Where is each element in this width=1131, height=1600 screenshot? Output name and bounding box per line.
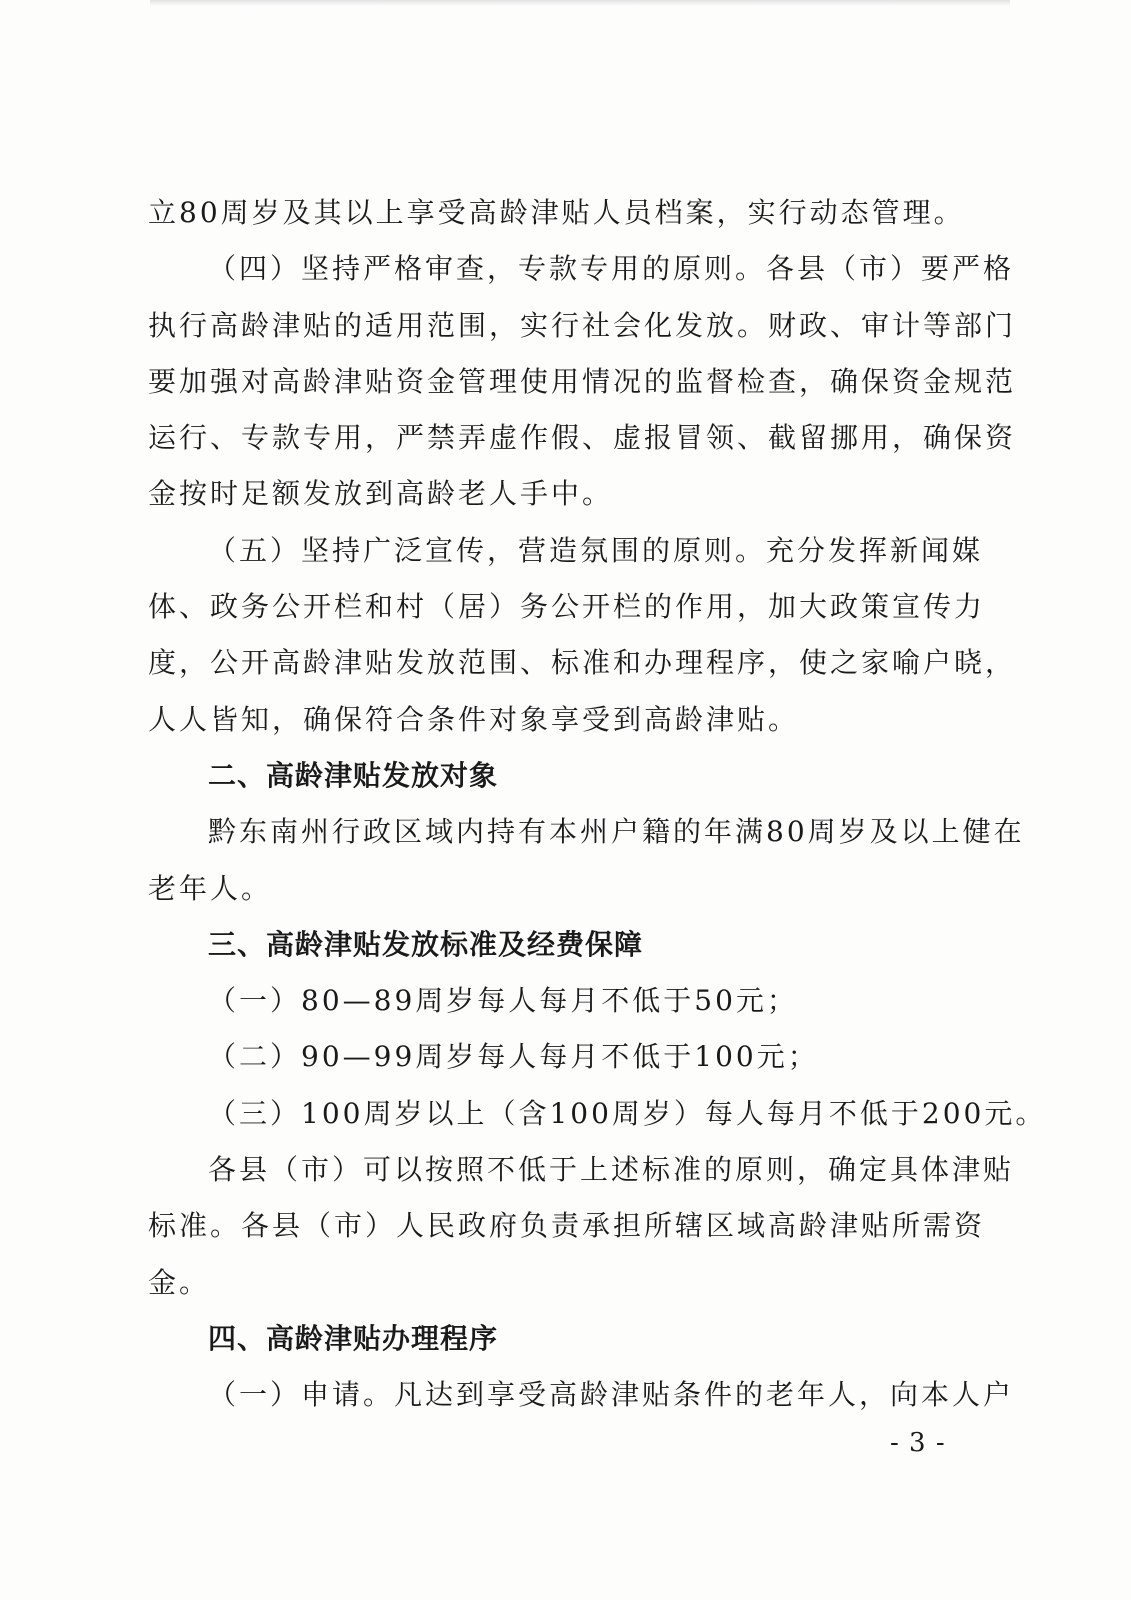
body-line: 金按时足额发放到高龄老人手中。 [148, 477, 614, 511]
body-line: 运行、专款专用，严禁弄虚作假、虚报冒领、截留挪用，确保资 [148, 421, 1017, 455]
list-item: （一）80—89周岁每人每月不低于50元； [208, 984, 798, 1018]
body-line: 要加强对高龄津贴资金管理使用情况的监督检查，确保资金规范 [148, 364, 1017, 398]
body-line: （四）坚持严格审查，专款专用的原则。各县（市）要严格 [208, 252, 1015, 286]
body-line: 度，公开高龄津贴发放范围、标准和办理程序，使之家喻户晓， [148, 646, 1017, 680]
body-line: （一）申请。凡达到享受高龄津贴条件的老年人，向本人户 [208, 1378, 1015, 1412]
body-line: 体、政务公开栏和村（居）务公开栏的作用，加大政策宣传力 [148, 590, 986, 624]
body-line: 各县（市）可以按照不低于上述标准的原则，确定具体津贴 [208, 1153, 1015, 1187]
body-line: 人人皆知，确保符合条件对象享受到高龄津贴。 [148, 702, 800, 736]
body-line: 黔东南州行政区域内持有本州户籍的年满80周岁及以上健在 [208, 815, 1025, 849]
body-line: 金。 [148, 1265, 211, 1299]
body-line: 立80周岁及其以上享受高龄津贴人员档案，实行动态管理。 [148, 196, 965, 229]
body-line: （五）坚持广泛宣传，营造氛围的原则。充分发挥新闻媒 [208, 533, 984, 567]
document-body [148, 185, 1047, 1424]
body-line: 老年人。 [148, 871, 273, 905]
body-line: 标准。各县（市）人民政府负责承担所辖区域高龄津贴所需资 [148, 1209, 986, 1243]
list-item: （三）100周岁以上（含100周岁）每人每月不低于200元。 [208, 1096, 1047, 1130]
section-heading-3: 三、高龄津贴发放标准及经费保障 [208, 927, 644, 961]
body-line: 执行高龄津贴的适用范围，实行社会化发放。财政、审计等部门 [148, 308, 1017, 342]
section-heading-4: 四、高龄津贴办理程序 [208, 1321, 499, 1355]
list-item: （二）90—99周岁每人每月不低于100元； [208, 1040, 819, 1074]
section-heading-2: 二、高龄津贴发放对象 [208, 758, 499, 792]
scan-top-edge [150, 0, 1010, 6]
page-number: - 3 - [890, 1428, 946, 1458]
